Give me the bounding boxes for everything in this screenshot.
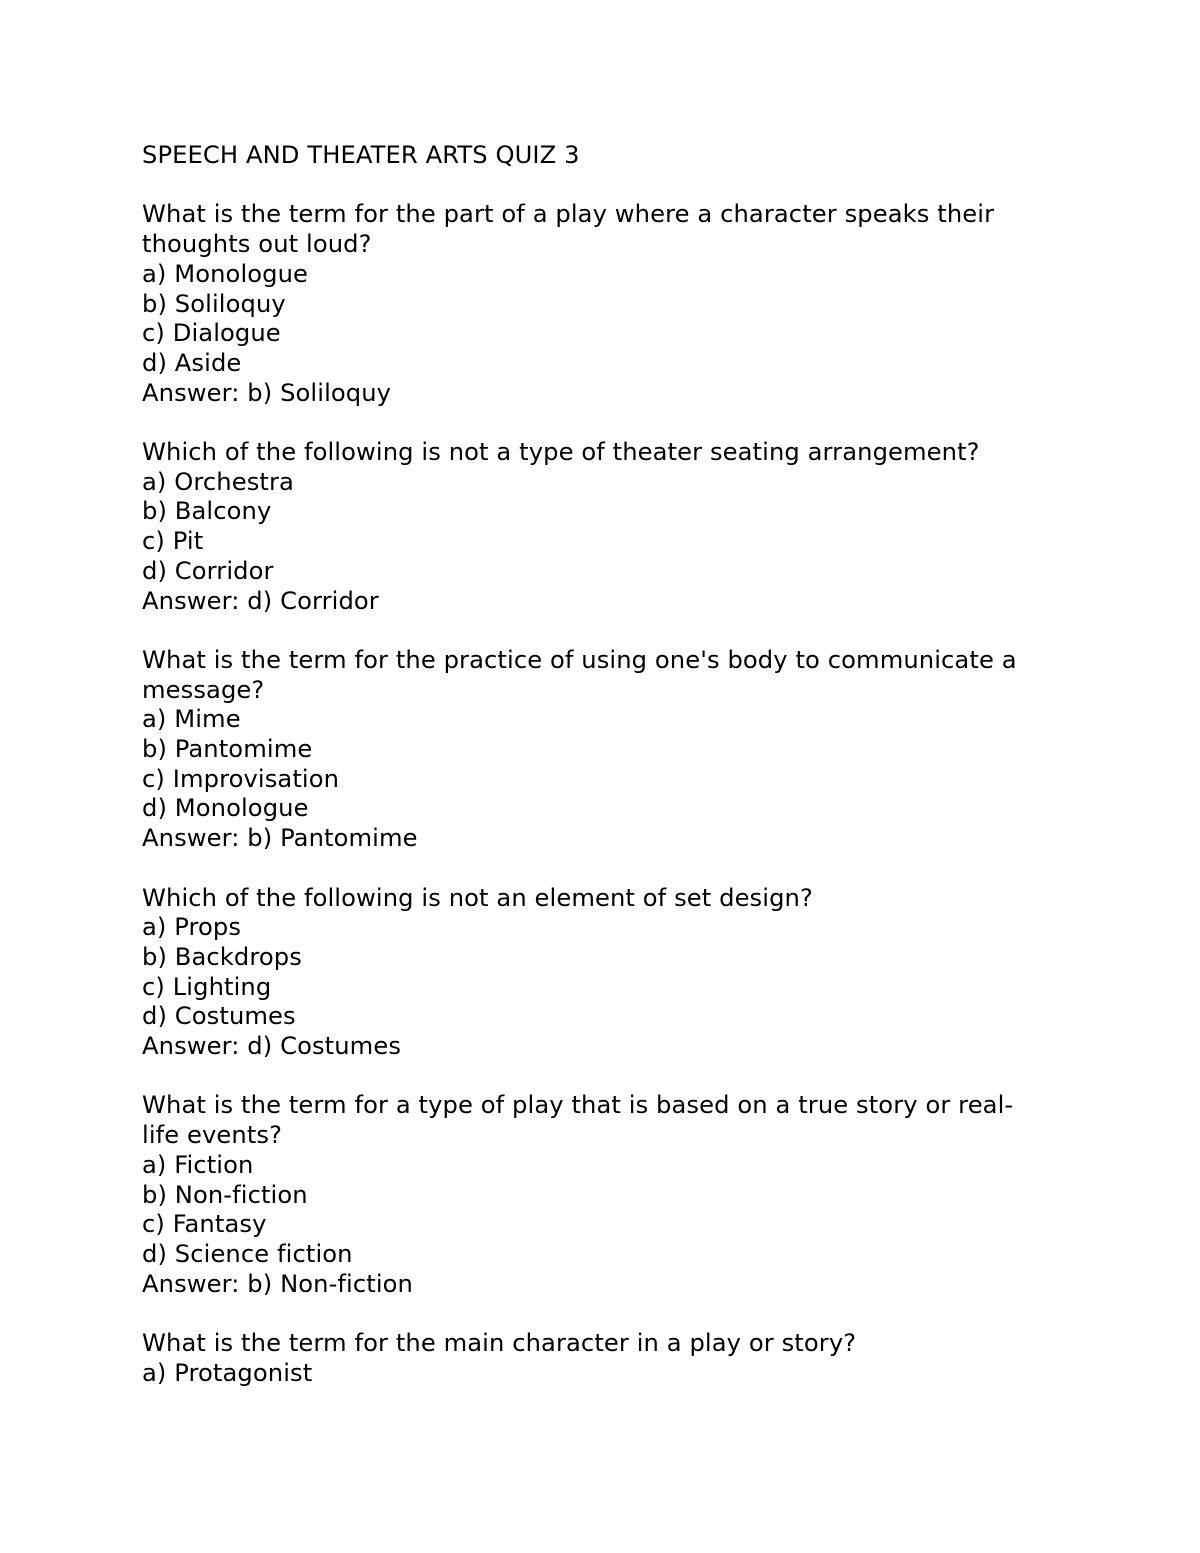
question-block <box>142 200 1072 408</box>
option-d: d) Costumes <box>142 1002 296 1031</box>
option-d: d) Aside <box>142 348 242 377</box>
answer-line: Answer: d) Costumes <box>142 1032 402 1061</box>
option-a: a) Props <box>142 913 242 942</box>
question-text-line: Which of the following is not a type of theater seating arrangement? <box>142 438 980 466</box>
question-block <box>142 1091 1072 1299</box>
question-text-line: Which of the following is not an element of set design? <box>142 883 813 912</box>
option-a: a) Mime <box>142 705 241 734</box>
answer-line: Answer: b) Pantomime <box>142 824 418 853</box>
option-b: b) Backdrops <box>142 942 302 971</box>
question-text-line: What is the term for the main character in a play or story? <box>142 1329 857 1358</box>
answer-line: Answer: b) Soliloquy <box>142 378 392 407</box>
question-block <box>142 1329 1072 1388</box>
page-title: SPEECH AND THEATER ARTS QUIZ 3 <box>142 141 580 169</box>
spacer <box>142 616 1072 646</box>
option-c: c) Pit <box>142 527 204 556</box>
option-c: c) Improvisation <box>142 764 340 793</box>
spacer <box>142 1062 1072 1092</box>
question-text-line: What is the term for the practice of using one's body to communicate a <box>142 645 1017 674</box>
question-text-line: message? <box>142 675 265 704</box>
option-b: b) Soliloquy <box>142 289 286 318</box>
question-text-line: What is the term for the part of a play where a character speaks their <box>142 200 995 229</box>
question-block <box>142 438 1072 616</box>
option-d: d) Science fiction <box>142 1239 353 1268</box>
spacer <box>142 171 1072 201</box>
option-c: c) Dialogue <box>142 319 281 348</box>
option-a: a) Fiction <box>142 1150 254 1179</box>
option-b: b) Non-fiction <box>142 1180 308 1209</box>
option-a: a) Protagonist <box>142 1358 313 1387</box>
document-page <box>142 141 1072 1388</box>
spacer <box>142 1299 1072 1329</box>
option-d: d) Corridor <box>142 556 274 585</box>
option-d: d) Monologue <box>142 794 309 823</box>
answer-line: Answer: b) Non-fiction <box>142 1269 413 1298</box>
answer-line: Answer: d) Corridor <box>142 586 379 615</box>
option-a: a) Orchestra <box>142 467 294 496</box>
question-text-line: What is the term for a type of play that is based on a true story or real- <box>142 1091 1014 1120</box>
option-c: c) Fantasy <box>142 1210 267 1239</box>
option-c: c) Lighting <box>142 972 272 1001</box>
option-b: b) Balcony <box>142 497 272 526</box>
question-text-line: thoughts out loud? <box>142 230 372 259</box>
spacer <box>142 854 1072 884</box>
option-b: b) Pantomime <box>142 735 313 764</box>
spacer <box>142 408 1072 438</box>
option-a: a) Monologue <box>142 259 309 288</box>
question-text-line: life events? <box>142 1121 283 1150</box>
question-block <box>142 646 1072 854</box>
question-block <box>142 884 1072 1062</box>
